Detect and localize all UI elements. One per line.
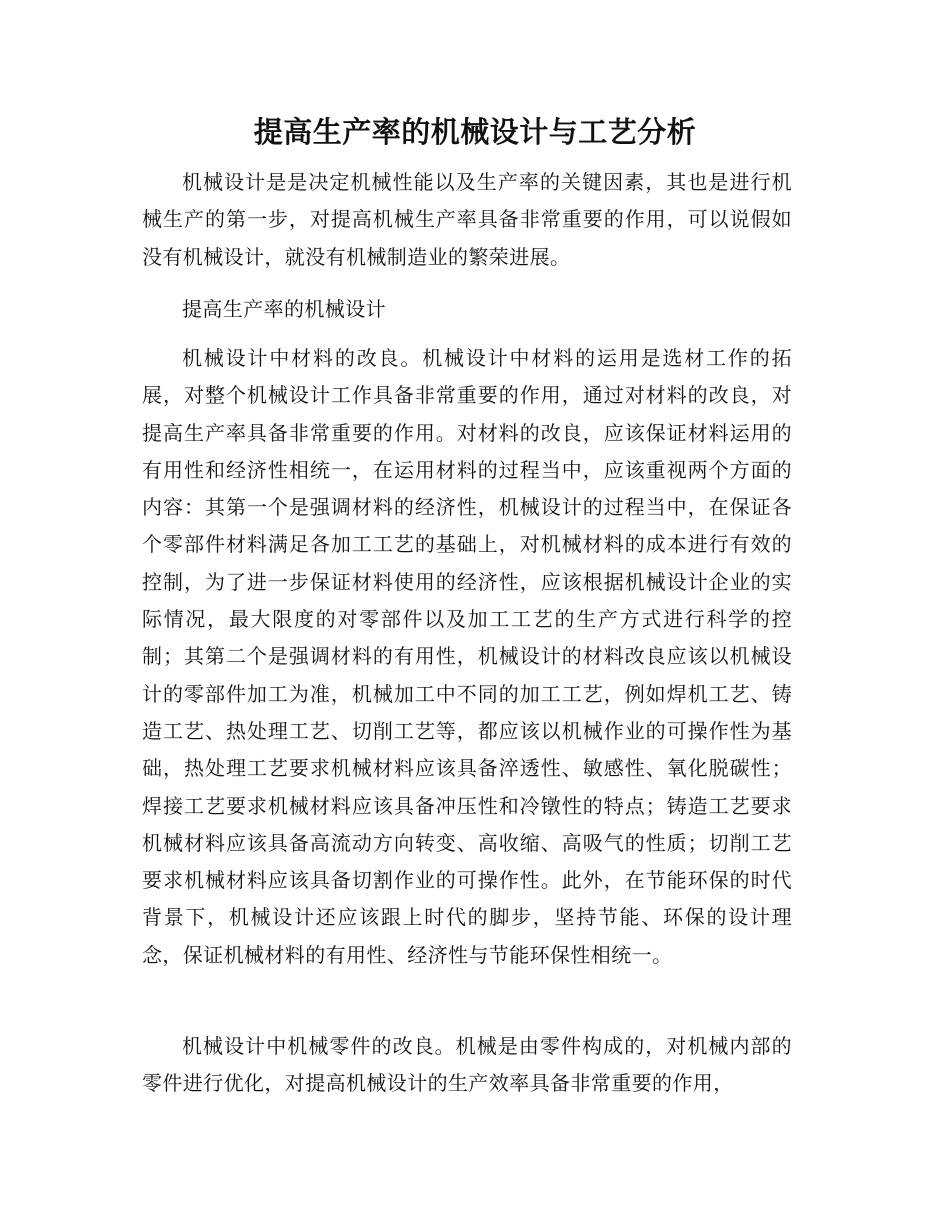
material-improvement-paragraph: 机械设计中材料的改良。机械设计中材料的运用是选材工作的拓展，对整个机械设计工作具备非常重要的作用，通过对材料的改良，对提高生产率具备非常重要的作用。对材料的改良，应该保证材料运用的有用性和经济性相统一，在运用材料的过程当中，应该重视两个方面的内容：其第一个是强调材料的经济性，机械设计的过程当中，在保证各个零部件材料满足各加工工艺的基础上，对机械材料的成本进行有效的控制，为了进一步保证材料使用的经济性，应该根据机械设计企业的实际情况，最大限度的对零部件以及加工工艺的生产方式进行科学的控制；其第二个是强调材料的有用性，机械设计的材料改良应该以机械设计的零部件加工为准，机械加工中不同的加工工艺，例如焊机工艺、铸造工艺、热处理工艺、切削工艺等，都应该以机械作业的可操作性为基础，热处理工艺要求机械材料应该具备淬透性、敏感性、氧化脱碳性；焊接工艺要求机械材料应该具备冲压性和冷镦性的特点；铸造工艺要求机械材料应该具备高流动方向转变、高收缩、高吸气的性质；切削工艺要求机械材料应该具备切割作业的可操作性。此外，在节能环保的时代背景下，机械设计还应该跟上时代的脚步，坚持节能、环保的设计理念，保证机械材料的有用性、经济性与节能环保性相统一。 [142,346,792,967]
parts-improvement-paragraph: 机械设计中机械零件的改良。机械是由零件构成的，对机械内部的零件进行优化，对提高机械设计的生产效率具备非常重要的作用， [142,1034,792,1096]
intro-paragraph: 机械设计是是决定机械性能以及生产率的关键因素，其也是进行机械生产的第一步，对提高机械生产率具备非常重要的作用，可以说假如没有机械设计，就没有机械制造业的繁荣进展。 [142,170,792,269]
document-title: 提高生产率的机械设计与工艺分析 [253,115,697,149]
section-heading: 提高生产率的机械设计 [182,297,386,321]
